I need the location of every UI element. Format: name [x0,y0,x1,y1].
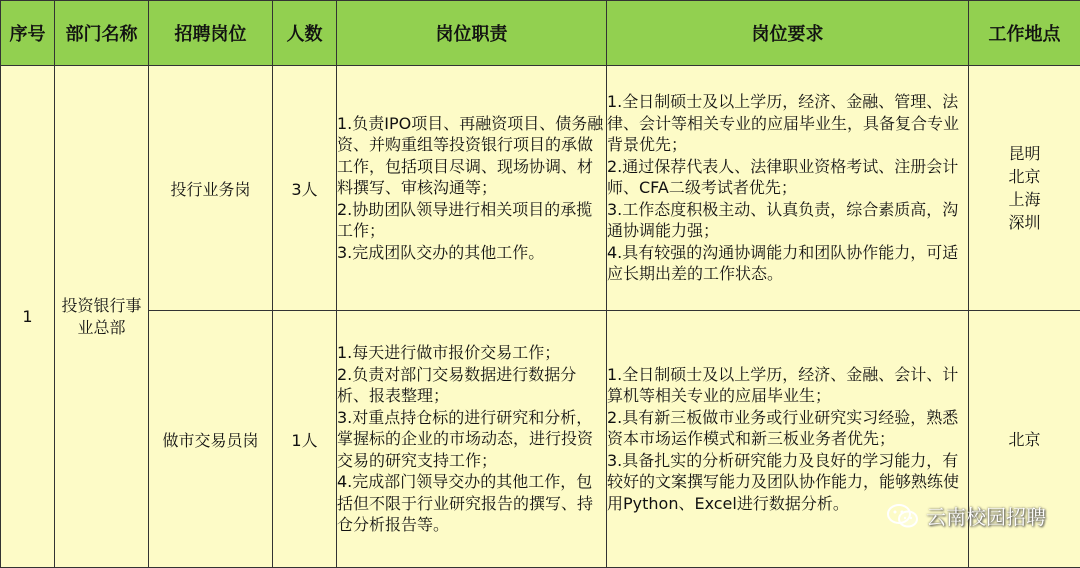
headcount: 1人 [273,311,337,568]
header-count: 人数 [273,1,337,66]
headcount: 3人 [273,66,337,311]
location-item: 北京 [969,428,1080,451]
requirement-item: 2.具有新三板做市业务或行业研究实习经验，熟悉资本市场运作模式和新三板业务者优先； [607,407,968,450]
duty-item: 1.每天进行做市报价交易工作； [337,342,606,364]
location-item: 深圳 [969,211,1080,234]
requirement-item: 3.具备扎实的分析研究能力及良好的学习能力，有较好的文案撰写能力及团队协作能力，能够熟练使用Python、Excel进行数据分析。 [607,450,968,515]
requirement-item: 3.工作态度积极主动、认真负责，综合素质高，沟通协调能力强； [607,199,968,242]
header-index: 序号 [1,1,55,66]
location-item: 北京 [969,165,1080,188]
requirement-item: 1.全日制硕士及以上学历，经济、金融、管理、法律、会计等相关专业的应届毕业生，具备复合专业背景优先； [607,91,968,156]
duty-item: 1.负责IPO项目、再融资项目、债务融资、并购重组等投资银行项目的承做工作，包括项目尽调、现场协调、材料撰写、审核沟通等； [337,113,606,199]
department-name: 投资银行事业总部 [55,66,149,568]
header-requirements: 岗位要求 [607,1,969,66]
row-index: 1 [1,66,55,568]
duty-item: 4.完成部门领导交办的其他工作，包括但不限于行业研究报告的撰写、持仓分析报告等。 [337,471,606,536]
header-department: 部门名称 [55,1,149,66]
location-cell [969,66,1080,311]
table-row [1,66,1080,311]
position-name: 投行业务岗 [149,66,273,311]
wechat-icon [886,503,920,529]
duties-cell [337,311,607,568]
watermark-text: 云南校园招聘 [926,501,1046,530]
requirement-item: 4.具有较强的沟通协调能力和团队协作能力，可适应长期出差的工作状态。 [607,242,968,285]
location-item: 昆明 [969,142,1080,165]
duty-item: 2.负责对部门交易数据进行数据分析、报表整理； [337,364,606,407]
duty-item: 3.对重点持仓标的进行研究和分析，掌握标的企业的市场动态，进行投资交易的研究支持工作； [337,407,606,472]
requirement-item: 2.通过保荐代表人、法律职业资格考试、注册会计师、CFA二级考试者优先； [607,156,968,199]
duties-cell [337,66,607,311]
header-position: 招聘岗位 [149,1,273,66]
requirement-item: 1.全日制硕士及以上学历，经济、金融、会计、计算机等相关专业的应届毕业生； [607,364,968,407]
duty-item: 2.协助团队领导进行相关项目的承揽工作； [337,199,606,242]
duty-item: 3.完成团队交办的其他工作。 [337,242,606,264]
location-item: 上海 [969,188,1080,211]
requirements-cell [607,66,969,311]
header-location: 工作地点 [969,1,1080,66]
header-row [1,1,1080,66]
position-name: 做市交易员岗 [149,311,273,568]
header-duties: 岗位职责 [337,1,607,66]
watermark [886,501,1046,530]
